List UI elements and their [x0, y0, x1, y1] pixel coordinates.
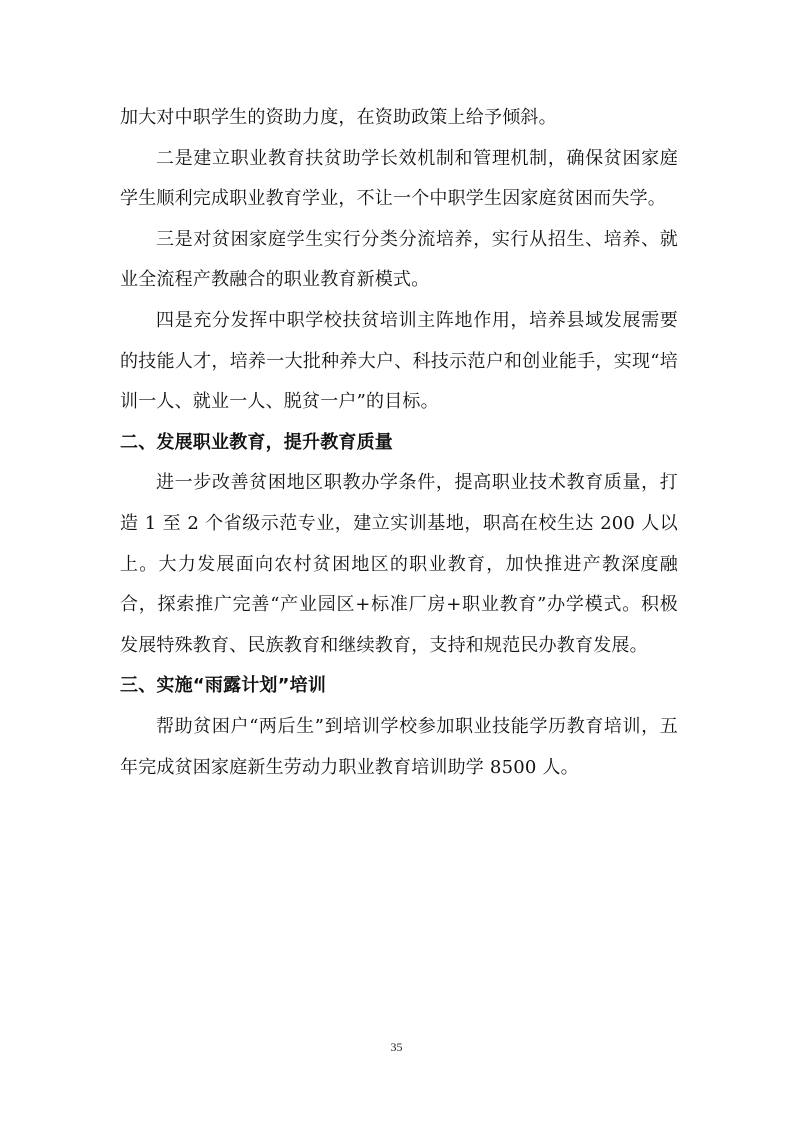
document-body	[120, 98, 678, 788]
paragraph-point-two: 二是建立职业教育扶贫助学长效机制和管理机制，确保贫困家庭学生顺利完成职业教育学业，不让一个中职学生因家庭贫困而失学。	[120, 147, 678, 210]
paragraph-point-three: 三是对贫困家庭学生实行分类分流培养，实行从招生、培养、就业全流程产教融合的职业教育新模式。	[120, 228, 678, 291]
paragraph-vocational-education-quality: 进一步改善贫困地区职教办学条件，提高职业技术教育质量，打造 1 至 2 个省级示范专业，建立实训基地，职高在校生达 200 人以上。大力发展面向农村贫困地区的职业教育，加快推进产教深度融合，探索推广完善“产业园区+标准厂房+职业教育”办学模式。积极发展特殊教育、民族教育和继续教育，支持和规范民办教育发展。	[120, 472, 678, 656]
paragraph-point-four: 四是充分发挥中职学校扶贫培训主阵地作用，培养县域发展需要的技能人才，培养一大批种养大户、科技示范户和创业能手，实现“培训一人、就业一人、脱贫一户”的目标。	[120, 309, 678, 413]
paragraph-continued: 加大对中职学生的资助力度，在资助政策上给予倾斜。	[120, 107, 557, 128]
paragraph-yulu-training: 帮助贫困户“两后生”到培训学校参加职业技能学历教育培训，五年完成贫困家庭新生劳动力职业教育培训助学 8500 人。	[120, 715, 678, 778]
page-number: 35	[390, 1040, 403, 1054]
section-heading-develop-vocational-education: 二、发展职业教育，提升教育质量	[120, 431, 393, 453]
section-heading-yulu-plan: 三、实施“雨露计划”培训	[120, 675, 327, 697]
